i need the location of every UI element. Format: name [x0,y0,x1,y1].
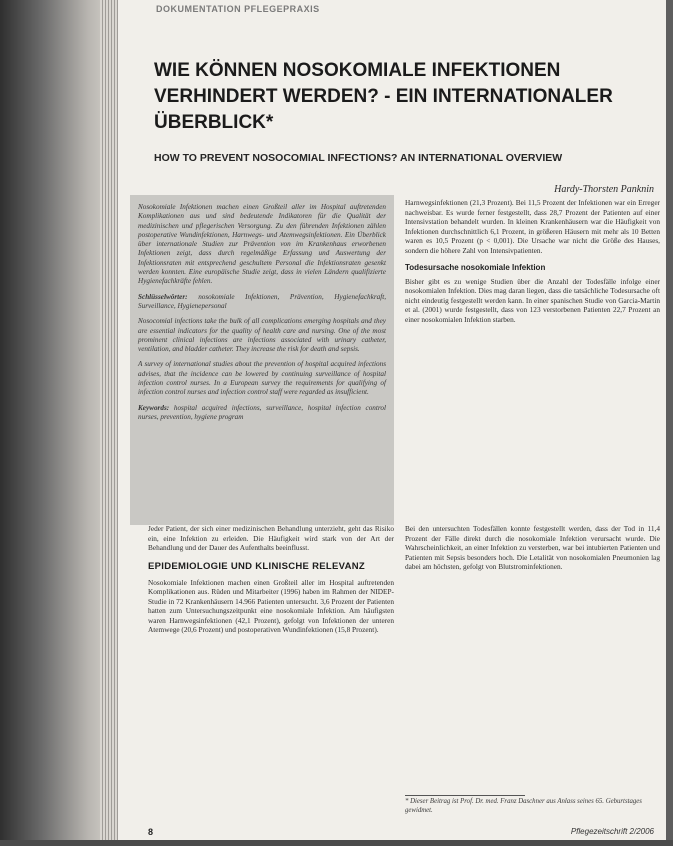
keywords-english-text: hospital acquired infections, surveillance, hospital infection control nurses, prevention, hygiene program [138,403,386,421]
section-heading-epidemiology: EPIDEMIOLOGIE UND KLINISCHE RELEVANZ [148,560,365,572]
abstract-english: Nosocomial infections take the bulk of all complications emerging hospitals and they are essential indicators for the quality of health care and nursing. One of the most prominent clinical infections are infections associated with urinary catheter, ventilation, and bladder catheter. They increase the risk for death and sepsis. [138,317,386,354]
left-column [148,524,394,640]
keywords-german-label: Schlüsselwörter: [138,292,188,301]
abstract-german: Nosokomiale Infektionen machen einen Großteil aller im Hospital auftretenden Komplikationen aus und sind bedeutende Indikatoren für die Qualität der medizinischen und pflegerischen Versorgung. Zu den führenden Infektionen zählen postoperative Wundinfektionen, Harnwegs- und Atemwegsinfektionen. Ein Überblick über internationale Studien zur Prävention von im Krankenhaus erworbenen Infektionen zeigt, dass durch regelmäßige Erfassung und Auswertung der Infektionsraten mit entsprechend geschultem Personal die Infektionsraten gesenkt werden konnten. Eine europäische Studie zeigt, dass in vielen Ländern qualifizierte Hygienefachkräfte fehlen. [138,203,386,286]
body-paragraph: Jeder Patient, der sich einer medizinischen Behandlung unterzieht, geht das Risiko ein, eine Infektion zu erleiden. Die Häufigkeit wird stark von der Art der Behandlung und der Dauer des Aufenthalts beeinflusst. [148,524,394,552]
page-number: 8 [148,827,154,837]
bottom-edge-shadow [0,840,673,846]
keywords-german [138,293,386,312]
right-column-top [405,198,660,329]
abstract-box [130,195,394,525]
abstract-english-2: A survey of international studies about the prevention of hospital acquired infections advises, that the incidence can be lowered by continuing surveillance of hospital infection control nurses. In a European survey the requirements for qualifying of infection control nurses and infection control staff were regarded as insufficient. [138,360,386,397]
keywords-german-text: nosokomiale Infektionen, Prävention, Hygienefachkraft, Surveillance, Hygienepersonal [138,292,387,310]
body-paragraph: Nosokomiale Infektionen machen einen Großteil aller im Hospital auftretenden Komplikationen aus. Rüden und Mitarbeiter (1996) haben im Rahmen der NIDEP-Studie in 72 Krankenhäusern 14.966 Patienten untersucht. 3,6 Prozent der Patienten hatten zum Untersuchungszeitpunkt eine nosokomiale Infektion. Am häufigsten waren Harnwegsinfektionen (42,1 Prozent), gefolgt von Infektionen der unteren Atemwege (20,6 Prozent) und postoperativen Wundinfektionen (15,8 Prozent). [148,577,394,634]
footnote-divider [405,795,525,796]
section-label: DOKUMENTATION PFLEGEPRAXIS [156,4,320,14]
body-paragraph: Bei den untersuchten Todesfällen konnte festgestellt werden, dass der Tod in 11,4 Prozent der Fälle direkt durch die nosokomiale Infektion verursacht wurde. Die Wahrscheinlichkeit, an einer Infektion zu versterben, war bei intubierten Patienten und Patienten mit Sepsis besonders hoch. Die Letalität von nosokomialen Pneumonien lag dabei am höchsten, gefolgt von Blutstrominfektionen. [405,524,660,571]
author-name: Hardy-Thorsten Panknin [554,184,654,195]
journal-footer: Pflegezeitschrift 2/2006 [570,827,654,836]
body-paragraph: Bisher gibt es zu wenige Studien über die Anzahl der Todesfälle infolge einer nosokomialen Infektion. Dies mag daran liegen, dass die tatsächliche Todesursache oft nicht eindeutig festgestellt werden kann. In einer spanischen Studie von Garcia-Martin et al. (2001) wurde festgestellt, dass von 123 verstorbenen Patienten 22,7 Prozent an einer nosokomialen Infektion starben. [405,276,660,324]
footnote: * Dieser Beitrag ist Prof. Dr. med. Franz Daschner aus Anlass seines 65. Geburtstages gewidmet. [405,798,642,814]
keywords-english-label: Keywords: [138,403,170,412]
body-paragraph: Harnwegsinfektionen (21,3 Prozent). Bei 11,5 Prozent der Infektionen war ein Erreger nachweisbar. Es wurde ferner festgestellt, dass 28,7 Prozent der Patienten auf einer Intensivstation behandelt wurden. In kleinen Krankenhäusern war die Häufigkeit von Infektionen durchschnittlich 6,1 Prozent, in größeren Häusern mit mehr als 10 Betten waren es 10,5 Prozent (p < 0,001). Die Ursache war nicht die Größe des Hauses, sondern die höhere Zahl von Intensivpatienten. [405,198,660,255]
article-title: WIE KÖNNEN NOSOKOMIALE INFEKTIONEN VERHINDERT WERDEN? - EIN INTERNATIONALER ÜBERBLICK* [154,60,613,133]
section-heading-mortality: Todesursache nosokomiale Infektion [405,263,546,272]
right-column-bottom [405,524,660,577]
document-page [118,0,666,840]
keywords-english [138,404,386,423]
article-subtitle: HOW TO PREVENT NOSOCOMIAL INFECTIONS? AN INTERNATIONAL OVERVIEW [154,152,563,164]
